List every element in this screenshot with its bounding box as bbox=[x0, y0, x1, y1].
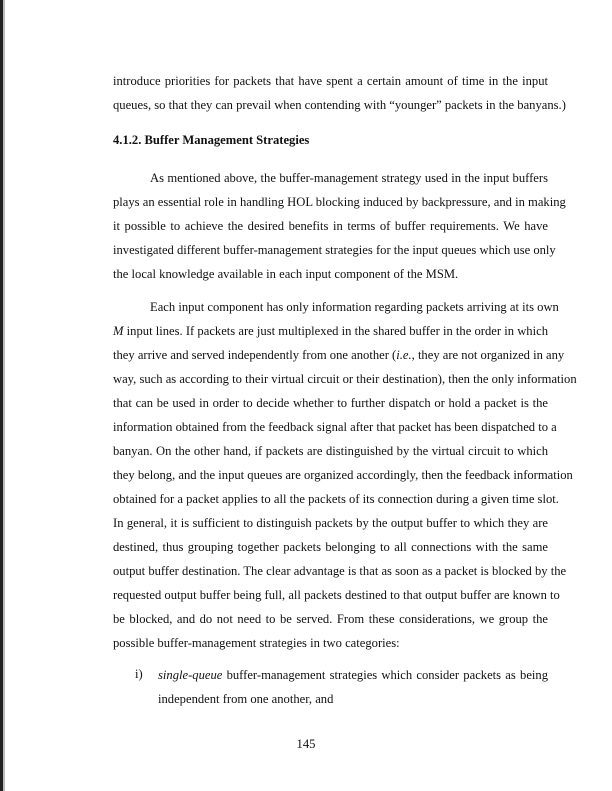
text-line: be blocked, and do not need to be served. From these considerations, we group the bbox=[113, 612, 548, 626]
text-line: plays an essential role in handling HOL blocking induced by backpressure, and in making bbox=[113, 195, 566, 209]
italic-term: single-queue bbox=[158, 668, 223, 682]
list-item-line: independent from one another, and bbox=[158, 692, 334, 706]
text-line: destined, thus grouping together packets belonging to all connections with the same bbox=[113, 540, 548, 554]
list-item-line bbox=[158, 667, 548, 683]
text-line: queues, so that they can prevail when contending with “younger” packets in the banyans.) bbox=[113, 98, 566, 112]
text-line: output buffer destination. The clear advantage is that as soon as a packet is blocked by the bbox=[113, 564, 567, 578]
text-line: way, such as according to their virtual circuit or their destination), then the only information bbox=[113, 372, 577, 386]
text-line bbox=[113, 347, 565, 363]
section-heading: 4.1.2. Buffer Management Strategies bbox=[113, 133, 310, 147]
list-marker: i) bbox=[135, 667, 143, 681]
text-line: the local knowledge available in each input component of the MSM. bbox=[113, 267, 459, 281]
italic-abbrev: i.e. bbox=[396, 348, 412, 362]
math-variable: M bbox=[113, 324, 124, 338]
text-span: input lines. If packets are just multiplexed in the shared buffer in the order in which bbox=[123, 324, 548, 338]
text-line: information obtained from the feedback signal after that packet has been dispatched to a bbox=[113, 420, 557, 434]
text-line: that can be used in order to decide whether to further dispatch or hold a packet is the bbox=[113, 396, 548, 410]
text-line: In general, it is sufficient to distinguish packets by the output buffer to which they are bbox=[113, 516, 548, 530]
text-line: requested output buffer being full, all packets destined to that output buffer are known to bbox=[113, 588, 560, 602]
text-line: it possible to achieve the desired benefits in terms of buffer requirements. We have bbox=[113, 219, 548, 233]
text-line: obtained for a packet applies to all the packets of its connection during a given time slot. bbox=[113, 492, 559, 506]
text-line: they belong, and the input queues are organized accordingly, then the feedback information bbox=[113, 468, 573, 482]
page-number: 145 bbox=[296, 737, 316, 751]
text-line: banyan. On the other hand, if packets are distinguished by the virtual circuit to which bbox=[113, 444, 548, 458]
text-line: Each input component has only information regarding packets arriving at its own bbox=[150, 300, 559, 314]
text-span: buffer-management strategies which consider packets as being bbox=[222, 668, 548, 682]
text-span: , they are not organized in any bbox=[411, 348, 565, 362]
text-line: introduce priorities for packets that have spent a certain amount of time in the input bbox=[113, 74, 548, 88]
text-line: possible buffer-management strategies in two categories: bbox=[113, 636, 400, 650]
scan-edge-shadow bbox=[3, 0, 5, 791]
text-line bbox=[113, 323, 548, 339]
text-line: investigated different buffer-management strategies for the input queues which use only bbox=[113, 243, 556, 257]
text-span: they arrive and served independently from one another ( bbox=[113, 348, 397, 362]
text-line: As mentioned above, the buffer-management strategy used in the input buffers bbox=[150, 171, 548, 185]
